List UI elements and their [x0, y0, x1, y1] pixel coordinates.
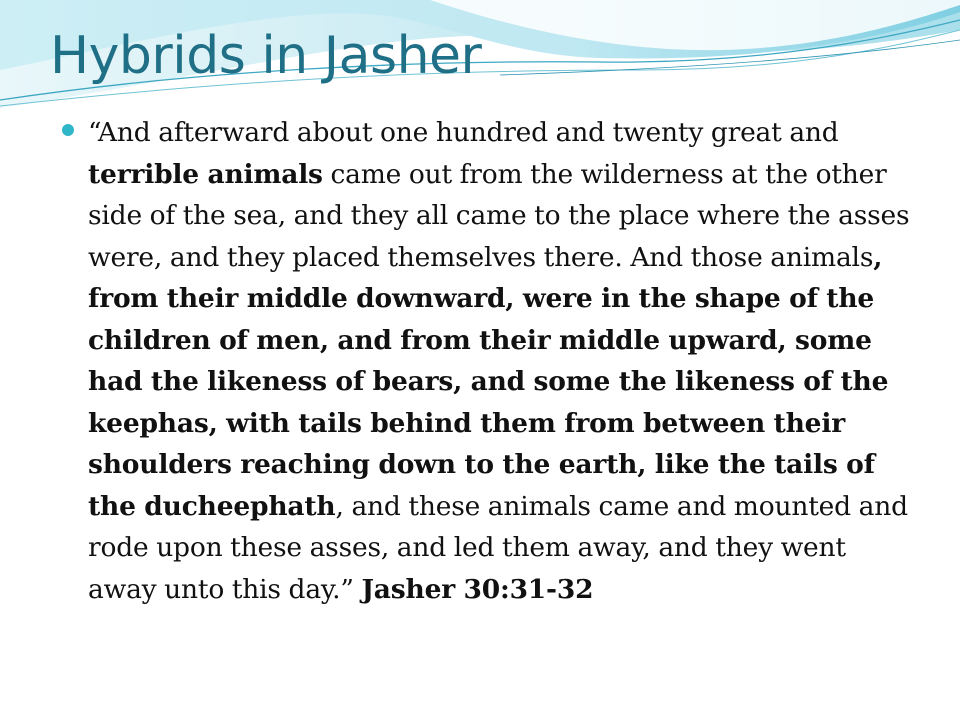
bullet-dot-icon — [62, 124, 74, 136]
quote-segment: , and these animals came and mounted and rode upon these asses, and led them away, and they went away unto this day.” — [88, 490, 908, 605]
quote-bold-segment: terrible animals — [88, 158, 323, 190]
content-body — [62, 112, 912, 610]
quote-bold-segment: Jasher 30:31-32 — [361, 573, 594, 605]
slide-title: Hybrids in Jasher — [50, 26, 482, 86]
quote-segment: came out from the wilderness at the other side of the sea, and they all came to the place where the asses were, and they placed themselves there. And those animals — [88, 158, 910, 273]
quote-bold-segment: , from their middle downward, were in the shape of the children of men, and from their middle upward, some had the likeness of bears, and some the likeness of the keephas, with tails behind them from between their shoulders reaching down to the earth, like the tails of the ducheephath — [88, 241, 889, 522]
quote-segment: “And afterward about one hundred and twenty great and — [88, 117, 839, 148]
quote-paragraph — [88, 112, 912, 610]
